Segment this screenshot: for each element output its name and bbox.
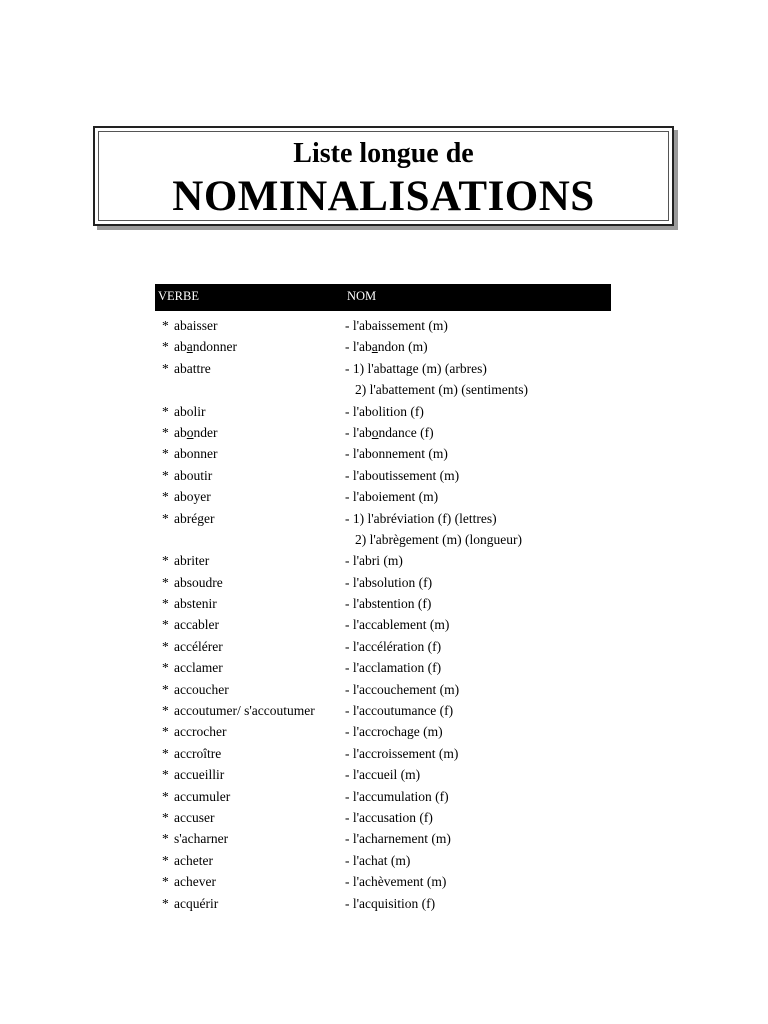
row-bullet: *	[162, 403, 169, 419]
noun-cell: - l'accablement (m)	[345, 617, 450, 633]
verb-cell: accoucher	[174, 681, 229, 697]
table-row	[155, 786, 615, 807]
noun-cell: - l'abolition (f)	[345, 403, 424, 419]
table-row	[155, 700, 615, 721]
verb-cell: abaisser	[174, 318, 218, 333]
verb-cell: abriter	[174, 553, 210, 569]
noun-cell: - 1) l'abattage (m) (arbres)	[345, 360, 487, 376]
row-bullet: *	[162, 574, 169, 590]
row-bullet: *	[162, 318, 169, 333]
table-row	[155, 593, 615, 614]
verb-cell: abréger	[174, 510, 215, 526]
table-row	[155, 379, 615, 400]
header-noun: NOM	[347, 289, 377, 303]
table-row	[155, 572, 615, 593]
noun-cell: - l'accueil (m)	[345, 767, 421, 783]
title-box	[93, 126, 674, 226]
noun-cell: - l'abandon (m)	[345, 339, 428, 355]
table-row	[155, 401, 615, 422]
table-row	[155, 358, 615, 379]
table-row	[155, 336, 615, 357]
verb-cell: accrocher	[174, 724, 227, 740]
verb-cell: acquérir	[174, 895, 219, 911]
row-bullet: *	[162, 467, 169, 483]
verb-cell: abolir	[174, 403, 206, 419]
verb-cell: accélérer	[174, 638, 223, 654]
table-row	[155, 679, 615, 700]
noun-cell: - l'aboutissement (m)	[345, 467, 460, 483]
verb-cell: abattre	[174, 360, 211, 376]
table-row	[155, 893, 615, 914]
noun-cell: - l'accouchement (m)	[345, 681, 460, 697]
row-bullet: *	[162, 660, 169, 676]
header-verb: VERBE	[158, 289, 199, 303]
verb-cell: abandonner	[174, 339, 237, 355]
noun-cell: - l'abondance (f)	[345, 424, 434, 440]
title-line1: Liste longue de	[293, 138, 474, 169]
verb-cell: accuser	[174, 809, 215, 825]
row-bullet: *	[162, 553, 169, 569]
row-bullet: *	[162, 510, 169, 526]
verb-cell: aboutir	[174, 467, 213, 483]
verb-cell: accabler	[174, 617, 219, 633]
row-bullet: *	[162, 638, 169, 654]
row-bullet: *	[162, 339, 169, 355]
verb-cell: achever	[174, 874, 216, 890]
table-row	[155, 871, 615, 892]
noun-cell: - l'absolution (f)	[345, 574, 433, 590]
table-row	[155, 529, 615, 550]
noun-cell: - l'accoutumance (f)	[345, 703, 454, 719]
verb-cell: s'acharner	[174, 831, 229, 847]
noun-cell: - l'accusation (f)	[345, 809, 433, 825]
verb-cell: abstenir	[174, 596, 217, 612]
verb-cell: aboyer	[174, 489, 211, 505]
table-row	[155, 657, 615, 678]
row-bullet: *	[162, 424, 169, 440]
noun-cell: - l'acclamation (f)	[345, 660, 442, 676]
row-bullet: *	[162, 874, 169, 890]
table-row	[155, 721, 615, 742]
noun-cell: - l'accélération (f)	[345, 638, 442, 654]
table-header	[155, 284, 611, 311]
row-bullet: *	[162, 745, 169, 761]
row-bullet: *	[162, 809, 169, 825]
row-bullet: *	[162, 703, 169, 719]
table-row	[155, 486, 615, 507]
table-row	[155, 850, 615, 871]
noun-cell: 2) l'abattement (m) (sentiments)	[355, 382, 529, 398]
table-row	[155, 614, 615, 635]
row-bullet: *	[162, 767, 169, 783]
noun-cell: - l'aboiement (m)	[345, 489, 439, 505]
row-bullet: *	[162, 446, 169, 462]
noun-cell: - l'abstention (f)	[345, 596, 432, 612]
table-row	[155, 550, 615, 571]
row-bullet: *	[162, 489, 169, 505]
verb-cell: abonder	[174, 424, 218, 440]
noun-cell: - l'abonnement (m)	[345, 446, 448, 462]
nominalisation-list	[155, 315, 615, 914]
row-bullet: *	[162, 788, 169, 804]
verb-cell: abonner	[174, 446, 218, 462]
noun-cell: - l'acharnement (m)	[345, 831, 451, 847]
table-row	[155, 743, 615, 764]
row-bullet: *	[162, 724, 169, 740]
table-row	[155, 465, 615, 486]
noun-cell: - l'acquisition (f)	[345, 895, 436, 911]
noun-cell: 2) l'abrègement (m) (longueur)	[355, 531, 522, 547]
noun-cell: - 1) l'abréviation (f) (lettres)	[345, 510, 497, 526]
table-row	[155, 807, 615, 828]
row-bullet: *	[162, 360, 169, 376]
row-bullet: *	[162, 831, 169, 847]
noun-cell: - l'abaissement (m)	[345, 318, 448, 333]
verb-cell: accueillir	[174, 767, 225, 783]
verb-cell: accumuler	[174, 788, 231, 804]
table-row	[155, 315, 615, 336]
verb-cell: absoudre	[174, 574, 223, 590]
verb-cell: accroître	[174, 745, 222, 761]
table-row	[155, 508, 615, 529]
noun-cell: - l'accroissement (m)	[345, 745, 459, 761]
table-row	[155, 764, 615, 785]
noun-cell: - l'achat (m)	[345, 852, 411, 868]
row-bullet: *	[162, 596, 169, 612]
row-bullet: *	[162, 617, 169, 633]
verb-cell: acheter	[174, 852, 213, 868]
noun-cell: - l'abri (m)	[345, 553, 403, 569]
verb-cell: accoutumer/ s'accoutumer	[174, 703, 315, 719]
verb-cell: acclamer	[174, 660, 223, 676]
noun-cell: - l'accumulation (f)	[345, 788, 449, 804]
row-bullet: *	[162, 852, 169, 868]
row-bullet: *	[162, 681, 169, 697]
row-bullet: *	[162, 895, 169, 911]
noun-cell: - l'achèvement (m)	[345, 874, 447, 890]
table-row	[155, 636, 615, 657]
table-row	[155, 443, 615, 464]
noun-cell: - l'accrochage (m)	[345, 724, 443, 740]
page-title: NOMINALISATIONS	[172, 173, 595, 220]
table-row	[155, 828, 615, 849]
table-row	[155, 422, 615, 443]
